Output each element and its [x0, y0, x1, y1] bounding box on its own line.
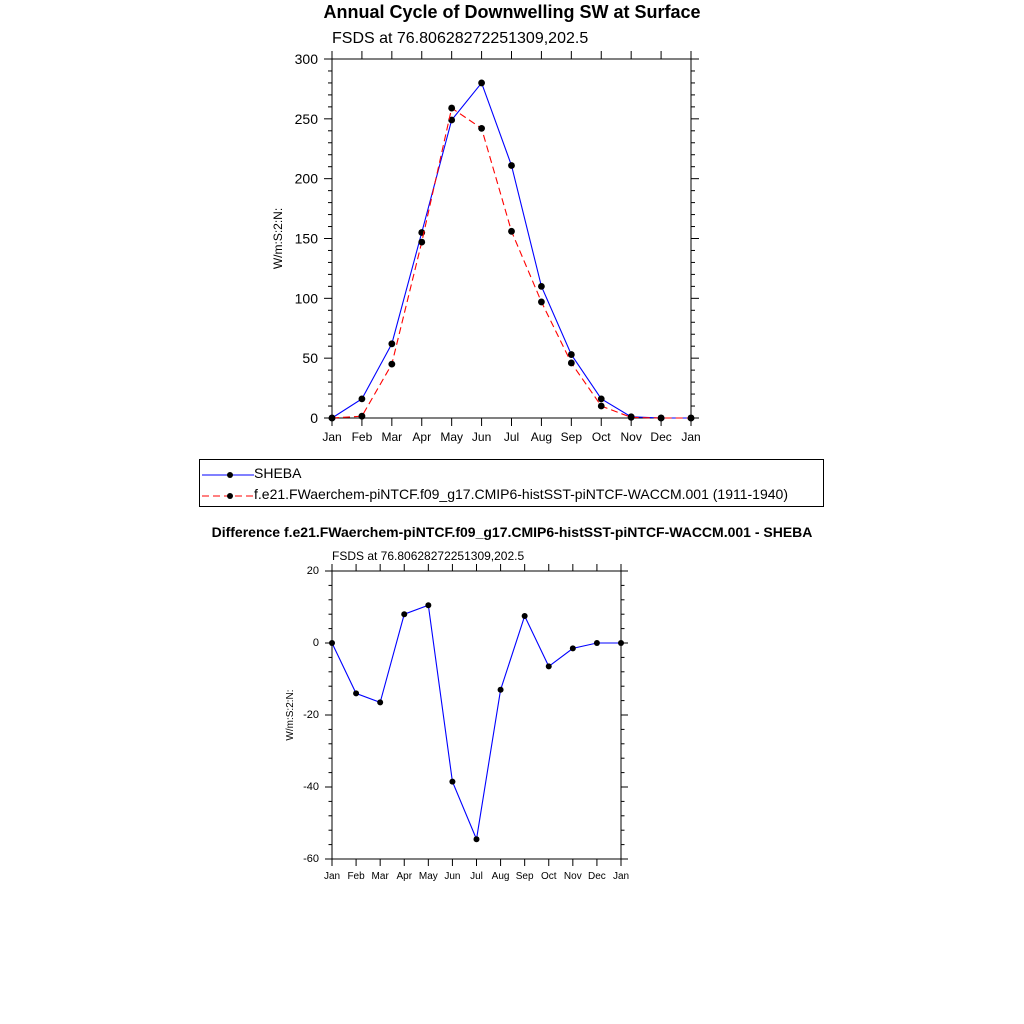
difference-chart-title: Difference f.e21.FWaerchem-piNTCF.f09_g17.CMIP6-histSST-piNTCF-WACCM.001 - SHEBA [211, 524, 813, 540]
annual-y-tick-label: 250 [294, 110, 318, 127]
diff-x-tick-label: Mar [371, 871, 389, 882]
annual-series-1-point [448, 105, 455, 112]
diff-x-tick-label: Aug [491, 871, 510, 882]
legend-swatch-model [202, 488, 254, 502]
diff-series-0-point [522, 613, 528, 619]
annual-series-1-point [478, 125, 485, 132]
chart-subtitle: FSDS at 76.80628272251309,202.5 [332, 30, 589, 47]
annual-y-tick-label: 0 [310, 410, 318, 426]
legend-swatch-sheba [202, 467, 254, 481]
annual-series-1-point [688, 415, 695, 422]
legend-entry-sheba [200, 463, 820, 483]
annual-x-tick-label: Feb [351, 430, 373, 444]
annual-series-1-point [568, 360, 575, 367]
annual-y-tick-label: 150 [294, 230, 318, 247]
annual-plot [271, 51, 701, 444]
diff-y-tick-label: 20 [306, 565, 319, 577]
annual-series-1-line [332, 108, 691, 418]
annual-series-1-point [388, 361, 395, 368]
annual-x-tick-label: Jul [503, 430, 520, 444]
annual-series-1-point [598, 403, 605, 410]
annual-x-tick-label: Mar [381, 430, 403, 444]
annual-x-tick-label: Oct [591, 430, 611, 444]
legend-label-sheba: SHEBA [254, 465, 302, 481]
annual-y-tick-label: 200 [294, 170, 318, 187]
annual-x-tick-label: Jun [471, 430, 492, 444]
annual-series-1-point [658, 415, 665, 422]
diff-y-tick-label: 0 [312, 637, 319, 649]
diff-series-0-point [377, 699, 383, 705]
diff-y-tick-label: -40 [303, 781, 319, 793]
diff-y-tick-label: -60 [303, 853, 319, 865]
annual-x-tick-label: Jan [681, 430, 701, 444]
annual-plot-frame [332, 59, 691, 418]
diff-series-0-point [498, 687, 504, 693]
annual-series-1-point [538, 299, 545, 306]
legend-label-model: f.e21.FWaerchem-piNTCF.f09_g17.CMIP6-histSST-piNTCF-WACCM.001 (1911-1940) [254, 486, 788, 502]
diff-series-0-point [618, 640, 624, 646]
diff-series-0-point [353, 690, 359, 696]
annual-series-1-point [508, 228, 515, 235]
diff-x-tick-label: Jul [470, 871, 483, 882]
diff-x-tick-label: Jan [612, 871, 630, 882]
diff-plot-frame [332, 571, 621, 859]
annual-x-tick-label: Jan [322, 430, 342, 444]
legend [199, 459, 824, 507]
diff-x-tick-label: Apr [396, 871, 413, 882]
diff-x-tick-label: May [418, 871, 438, 882]
diff-x-tick-label: Sep [515, 871, 534, 882]
diff-y-axis-label: W/m:S:2:N: [285, 689, 296, 741]
annual-series-1-point [329, 415, 336, 422]
annual-x-tick-label: Dec [650, 430, 672, 444]
annual-y-axis-label: W/m:S:2:N: [271, 207, 285, 270]
diff-series-0-line [332, 605, 621, 839]
annual-y-tick-label: 300 [294, 51, 318, 67]
diff-x-tick-label: Jun [444, 871, 461, 882]
diff-x-tick-label: Dec [588, 871, 606, 882]
legend-entry-model [200, 484, 820, 504]
diff-x-tick-label: Oct [540, 871, 557, 882]
annual-x-tick-label: Sep [560, 430, 583, 444]
annual-series-0-point [598, 395, 605, 402]
diff-plot [285, 564, 629, 882]
diff-series-0-point [474, 836, 480, 842]
diff-series-0-point [594, 640, 600, 646]
annual-y-tick-label: 100 [294, 290, 318, 307]
diff-x-tick-label: Nov [563, 871, 582, 882]
annual-series-0-line [332, 83, 691, 418]
diff-series-0-point [449, 779, 455, 785]
difference-chart-subtitle: FSDS at 76.80628272251309,202.5 [332, 549, 525, 563]
annual-series-1-point [359, 413, 366, 420]
annual-x-tick-label: May [440, 430, 464, 444]
annual-series-0-point [508, 162, 515, 169]
diff-series-0-point [329, 640, 335, 646]
diff-y-tick-label: -20 [303, 709, 319, 721]
chart-title: Annual Cycle of Downwelling SW at Surface [323, 2, 701, 22]
diff-series-0-point [425, 602, 431, 608]
diff-series-0-point [570, 645, 576, 651]
annual-series-0-point [538, 283, 545, 290]
diff-series-0-point [546, 663, 552, 669]
annual-series-0-point [478, 80, 485, 87]
diff-x-tick-label: Feb [347, 871, 365, 882]
annual-x-tick-label: Nov [620, 430, 642, 444]
annual-y-tick-label: 50 [302, 350, 318, 367]
diff-x-tick-label: Jan [323, 871, 341, 882]
annual-series-0-point [388, 340, 395, 347]
annual-series-0-point [568, 351, 575, 358]
annual-series-0-point [359, 395, 366, 402]
annual-series-1-point [628, 414, 635, 421]
diff-series-0-point [401, 611, 407, 617]
annual-series-1-point [418, 239, 425, 246]
annual-x-tick-label: Aug [530, 430, 553, 444]
annual-x-tick-label: Apr [412, 430, 432, 444]
